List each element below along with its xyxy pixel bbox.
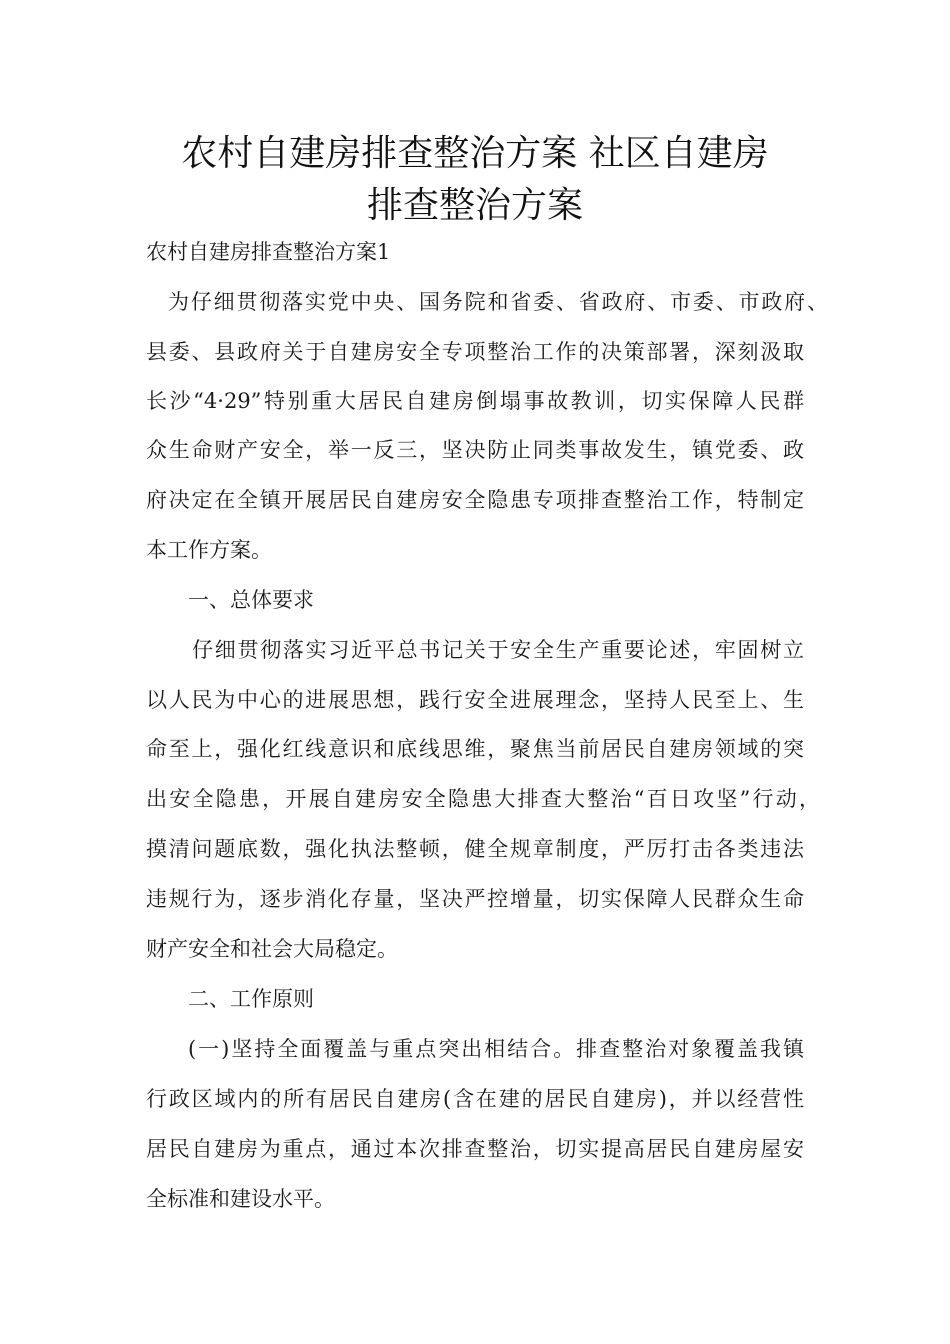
paragraph-line: 长沙“4·29”特别重大居民自建房倒塌事故教训，切实保障人民群 xyxy=(146,389,804,413)
paragraph-line: 全标准和建设水平。 xyxy=(146,1187,335,1211)
paragraph-line: (一)坚持全面覆盖与重点突出相结合。排查整治对象覆盖我镇 xyxy=(188,1037,804,1061)
document-subtitle: 农村自建房排查整治方案1 xyxy=(146,240,391,264)
section-heading: 一、总体要求 xyxy=(188,588,314,612)
paragraph-line: 行政区域内的所有居民自建房(含在建的居民自建房)，并以经营性 xyxy=(146,1087,804,1111)
paragraph-line: 以人民为中心的进展思想，践行安全进展理念，坚持人民至上、生 xyxy=(146,688,804,712)
paragraph-line: 居民自建房为重点，通过本次排查整治，切实提高居民自建房屋安 xyxy=(146,1137,804,1161)
paragraph-line: 众生命财产安全，举一反三，坚决防止同类事故发生，镇党委、政 xyxy=(146,438,804,462)
paragraph-line: 违规行为，逐步消化存量，坚决严控增量，切实保障人民群众生命 xyxy=(146,887,804,911)
paragraph-line: 为仔细贯彻落实党中央、国务院和省委、省政府、市委、市政府、 xyxy=(168,290,828,314)
document-title-line-2: 排查整治方案 xyxy=(366,185,583,226)
paragraph-line: 府决定在全镇开展居民自建房安全隐患专项排查整治工作，特制定 xyxy=(146,488,804,512)
paragraph-line: 县委、县政府关于自建房安全专项整治工作的决策部署，深刻汲取 xyxy=(146,340,804,364)
paragraph-line: 摸清问题底数，强化执法整顿，健全规章制度，严厉打击各类违法 xyxy=(146,837,804,861)
paragraph-line: 本工作方案。 xyxy=(146,538,272,562)
paragraph-line: 出安全隐患，开展自建房安全隐患大排查大整治“百日攻坚”行动， xyxy=(146,787,820,811)
document-title-line-1: 农村自建房排查整治方案 社区自建房 xyxy=(181,133,769,174)
paragraph-line: 命至上，强化红线意识和底线思维，聚焦当前居民自建房领域的突 xyxy=(146,737,804,761)
paragraph-line: 仔细贯彻落实习近平总书记关于安全生产重要论述，牢固树立 xyxy=(192,638,804,662)
section-heading: 二、工作原则 xyxy=(188,987,314,1011)
paragraph-line: 财产安全和社会大局稳定。 xyxy=(146,937,398,961)
